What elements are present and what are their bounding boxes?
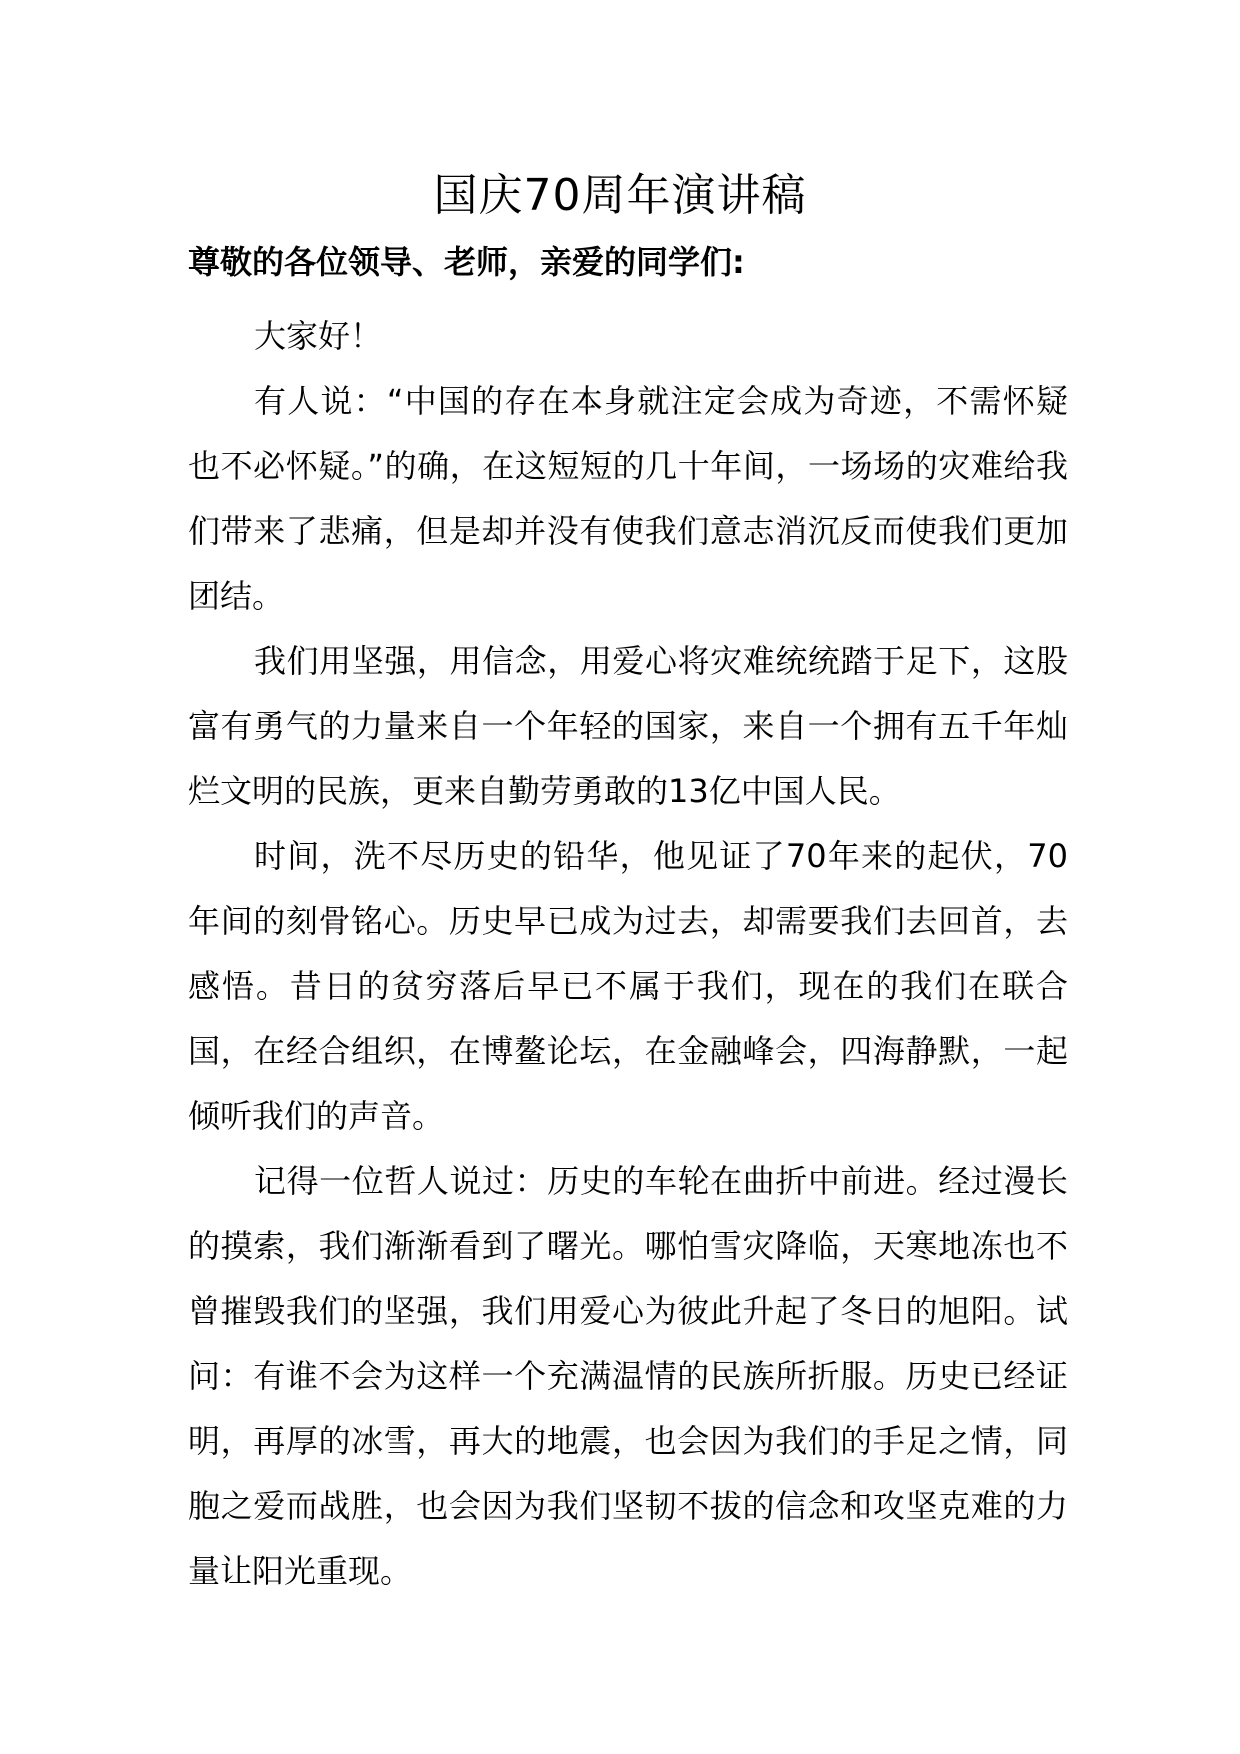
paragraph-4: 记得一位哲人说过：历史的车轮在曲折中前进。经过漫长的摸索，我们渐渐看到了曙光。哪怕雪灾降临，天寒地冻也不曾摧毁我们的坚强，我们用爱心为彼此升起了冬日的旭阳。试问：有谁不会为这样一个充满温情的民族所折服。历史已经证明，再厚的冰雪，再大的地震，也会因为我们的手足之情，同胞之爱而战胜，也会因为我们坚韧不拔的信念和攻坚克难的力量让阳光重现。 xyxy=(188,1162,1068,1590)
paragraph-greeting: 大家好！ xyxy=(254,317,383,355)
paragraph-2: 我们用坚强，用信念，用爱心将灾难统统踏于足下，这股富有勇气的力量来自一个年轻的国家，来自一个拥有五千年灿烂文明的民族，更来自勤劳勇敢的13亿中国人民。 xyxy=(188,642,1068,810)
document-title: 国庆70周年演讲稿 xyxy=(433,170,807,221)
document-body xyxy=(188,304,1068,1604)
paragraph-3: 时间，洗不尽历史的铅华，他见证了70年来的起伏，70年间的刻骨铭心。历史早已成为过去，却需要我们去回首，去感悟。昔日的贫穷落后早已不属于我们，现在的我们在联合国，在经合组织，在博鳌论坛，在金融峰会，四海静默，一起倾听我们的声音。 xyxy=(188,837,1068,1135)
paragraph-1: 有人说：“中国的存在本身就注定会成为奇迹，不需怀疑也不必怀疑。”的确，在这短短的几十年间，一场场的灾难给我们带来了悲痛，但是却并没有使我们意志消沉反而使我们更加团结。 xyxy=(188,382,1068,615)
salutation: 尊敬的各位领导、老师，亲爱的同学们: xyxy=(188,243,745,281)
